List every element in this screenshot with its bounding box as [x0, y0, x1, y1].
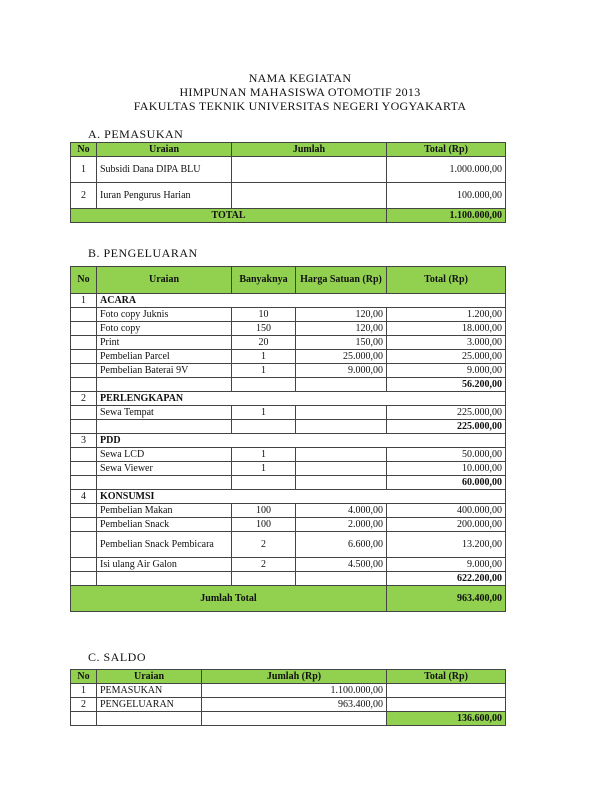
cell-harga: [296, 448, 387, 462]
cell-total: 1.200,00: [387, 308, 506, 322]
cell-banyaknya: 2: [232, 532, 296, 558]
total-value: 1.100.000,00: [387, 209, 506, 223]
cell-total: [387, 698, 506, 712]
cell-uraian: Isi ulang Air Galon: [97, 558, 232, 572]
group-no: 1: [71, 294, 97, 308]
table-row: [71, 364, 506, 378]
col-header-total: Total (Rp): [387, 267, 506, 294]
cell-uraian: Pembelian Parcel: [97, 350, 232, 364]
cell-harga: 120,00: [296, 308, 387, 322]
subtotal-row: [71, 572, 506, 586]
document-header: [0, 71, 600, 113]
cell-total: 100.000,00: [387, 183, 506, 209]
table-row: [71, 157, 506, 183]
group-row-acara: [71, 294, 506, 308]
table-row: [71, 698, 506, 712]
cell-total: 1.000.000,00: [387, 157, 506, 183]
cell-no: 2: [71, 698, 97, 712]
cell-uraian: Pembelian Makan: [97, 504, 232, 518]
cell-jumlah: 1.100.000,00: [202, 684, 387, 698]
cell-banyaknya: 1: [232, 364, 296, 378]
cell-total: 9.000,00: [387, 558, 506, 572]
group-row-konsumsi: [71, 490, 506, 504]
header-line-2: HIMPUNAN MAHASISWA OTOMOTIF 2013: [179, 85, 421, 99]
cell-banyaknya: 1: [232, 462, 296, 476]
pengeluaran-table: [70, 266, 506, 612]
cell-total: 18.000,00: [387, 322, 506, 336]
cell-harga: [296, 462, 387, 476]
cell-harga: 9.000,00: [296, 364, 387, 378]
table-header-row: [71, 670, 506, 684]
table-row: [71, 183, 506, 209]
cell-harga: 150,00: [296, 336, 387, 350]
cell-banyaknya: 20: [232, 336, 296, 350]
saldo-total-row: [71, 712, 506, 726]
group-name: PDD: [97, 434, 506, 448]
cell-jumlah: 963.400,00: [202, 698, 387, 712]
cell-total: 50.000,00: [387, 448, 506, 462]
subtotal-value: 60.000,00: [387, 476, 506, 490]
cell-harga: [296, 406, 387, 420]
table-row: [71, 336, 506, 350]
header-line-3: FAKULTAS TEKNIK UNIVERSITAS NEGERI YOGYAKARTA: [133, 99, 467, 113]
group-row-pdd: [71, 434, 506, 448]
group-no: 4: [71, 490, 97, 504]
group-no: 2: [71, 392, 97, 406]
cell-jumlah: [232, 157, 387, 183]
table-row: [71, 462, 506, 476]
cell-harga: 25.000,00: [296, 350, 387, 364]
cell-banyaknya: 150: [232, 322, 296, 336]
grand-total-row: [71, 586, 506, 612]
table-header-row: [71, 267, 506, 294]
cell-no: 2: [71, 183, 97, 209]
cell-harga: 6.600,00: [296, 532, 387, 558]
table-row: [71, 350, 506, 364]
col-header-no: No: [71, 143, 97, 157]
table-row: [71, 406, 506, 420]
group-name: ACARA: [97, 294, 506, 308]
subtotal-value: 225.000,00: [387, 420, 506, 434]
section-title-saldo: C. SALDO: [88, 650, 147, 664]
col-header-total: Total (Rp): [387, 670, 506, 684]
subtotal-row: [71, 420, 506, 434]
table-row: [71, 308, 506, 322]
group-name: KONSUMSI: [97, 490, 506, 504]
cell-total: 200.000,00: [387, 518, 506, 532]
cell-harga: 4.500,00: [296, 558, 387, 572]
group-no: 3: [71, 434, 97, 448]
table-row: [71, 322, 506, 336]
cell-uraian: Pembelian Snack: [97, 518, 232, 532]
col-header-jumlah: Jumlah (Rp): [202, 670, 387, 684]
cell-banyaknya: 10: [232, 308, 296, 322]
header-line-1: NAMA KEGIATAN: [248, 71, 352, 85]
col-header-harga-satuan: Harga Satuan (Rp): [296, 267, 387, 294]
col-header-uraian: Uraian: [97, 267, 232, 294]
cell-uraian: Pembelian Snack Pembicara: [97, 532, 232, 558]
subtotal-row: [71, 476, 506, 490]
cell-banyaknya: 100: [232, 504, 296, 518]
cell-uraian: Sewa Tempat: [97, 406, 232, 420]
subtotal-row: [71, 378, 506, 392]
table-row: [71, 558, 506, 572]
cell-uraian: PENGELUARAN: [97, 698, 202, 712]
table-row: [71, 504, 506, 518]
col-header-uraian: Uraian: [97, 143, 232, 157]
cell-uraian: Foto copy Juknis: [97, 308, 232, 322]
saldo-table: [70, 669, 506, 726]
cell-harga: 120,00: [296, 322, 387, 336]
subtotal-value: 622.200,00: [387, 572, 506, 586]
cell-uraian: Pembelian Baterai 9V: [97, 364, 232, 378]
section-title-pemasukan: A. PEMASUKAN: [88, 127, 184, 141]
saldo-total-value: 136.600,00: [387, 712, 506, 726]
cell-uraian: PEMASUKAN: [97, 684, 202, 698]
cell-uraian: Sewa Viewer: [97, 462, 232, 476]
pemasukan-table: [70, 142, 506, 223]
col-header-banyaknya: Banyaknya: [232, 267, 296, 294]
cell-total: [387, 684, 506, 698]
cell-banyaknya: 1: [232, 406, 296, 420]
cell-harga: 2.000,00: [296, 518, 387, 532]
cell-total: 3.000,00: [387, 336, 506, 350]
group-row-perlengkapan: [71, 392, 506, 406]
cell-total: 9.000,00: [387, 364, 506, 378]
cell-jumlah: [232, 183, 387, 209]
total-row: [71, 209, 506, 223]
table-row: [71, 518, 506, 532]
col-header-no: No: [71, 267, 97, 294]
cell-banyaknya: 1: [232, 350, 296, 364]
cell-banyaknya: 1: [232, 448, 296, 462]
cell-banyaknya: 2: [232, 558, 296, 572]
cell-banyaknya: 100: [232, 518, 296, 532]
cell-uraian: Print: [97, 336, 232, 350]
cell-total: 10.000,00: [387, 462, 506, 476]
total-label: TOTAL: [71, 209, 387, 223]
cell-total: 400.000,00: [387, 504, 506, 518]
cell-uraian: Subsidi Dana DIPA BLU: [97, 157, 232, 183]
cell-uraian: Foto copy: [97, 322, 232, 336]
cell-total: 13.200,00: [387, 532, 506, 558]
table-row: [71, 448, 506, 462]
grand-total-label: Jumlah Total: [71, 586, 387, 612]
table-row: [71, 532, 506, 558]
table-row: [71, 684, 506, 698]
grand-total-value: 963.400,00: [387, 586, 506, 612]
section-title-pengeluaran: B. PENGELUARAN: [88, 246, 198, 260]
cell-harga: 4.000,00: [296, 504, 387, 518]
cell-uraian: Sewa LCD: [97, 448, 232, 462]
col-header-total: Total (Rp): [387, 143, 506, 157]
cell-uraian: Iuran Pengurus Harian: [97, 183, 232, 209]
group-name: PERLENGKAPAN: [97, 392, 506, 406]
table-header-row: [71, 143, 506, 157]
col-header-uraian: Uraian: [97, 670, 202, 684]
col-header-jumlah: Jumlah: [232, 143, 387, 157]
cell-total: 225.000,00: [387, 406, 506, 420]
cell-total: 25.000,00: [387, 350, 506, 364]
cell-no: 1: [71, 157, 97, 183]
subtotal-value: 56.200,00: [387, 378, 506, 392]
cell-no: 1: [71, 684, 97, 698]
col-header-no: No: [71, 670, 97, 684]
